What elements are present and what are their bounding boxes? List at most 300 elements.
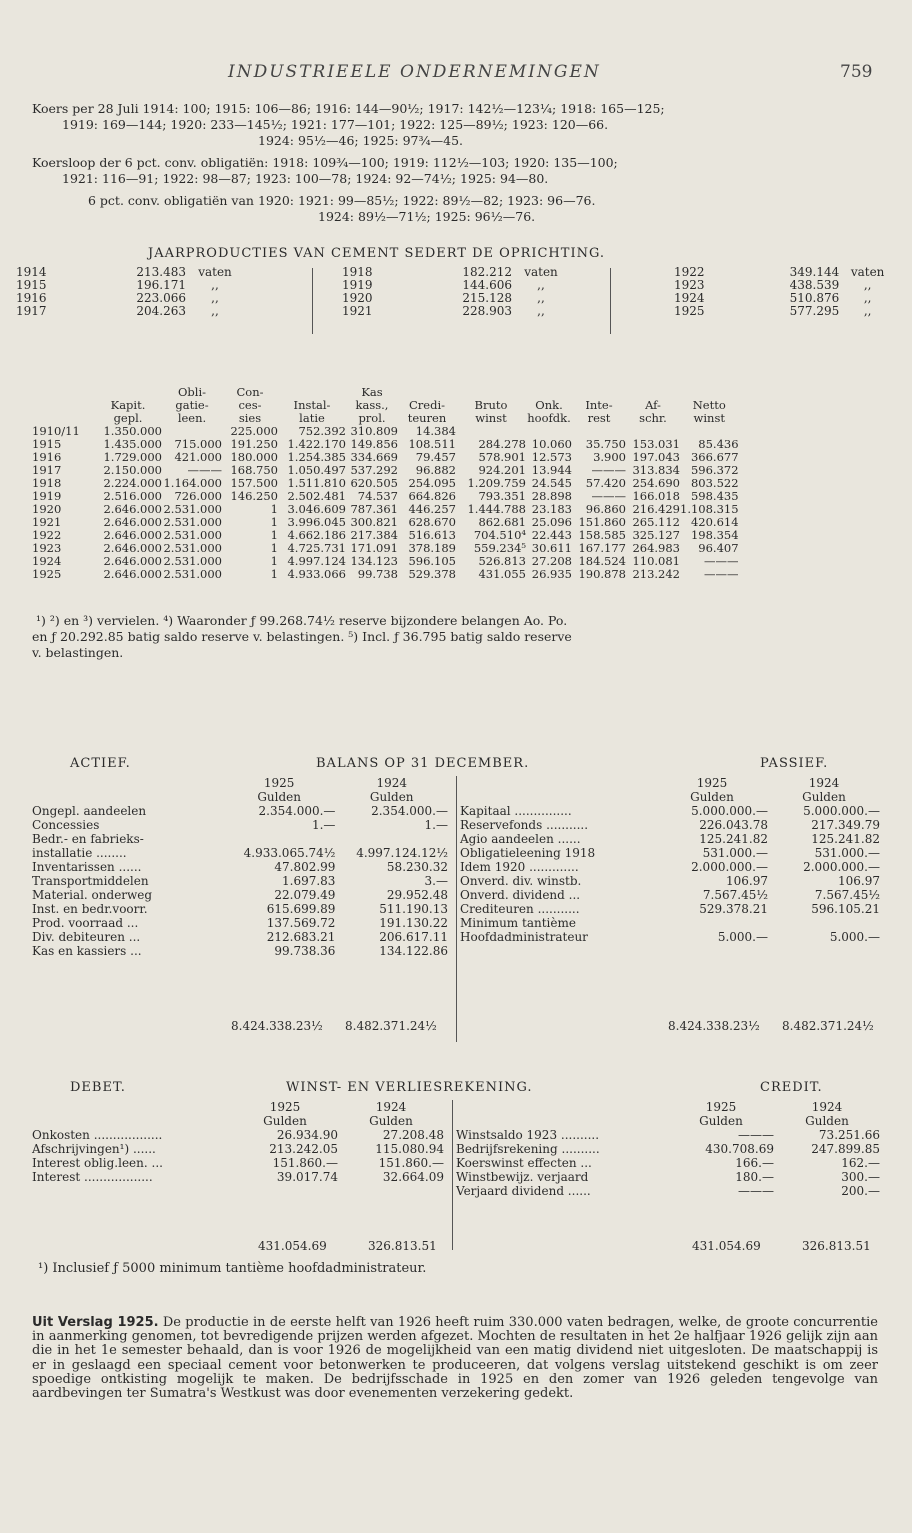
- year-cell: 1918: [32, 476, 62, 490]
- pl-row: [456, 1184, 880, 1198]
- data-cell: 2.531.000: [163, 554, 222, 568]
- data-cell: 1.350.000: [103, 424, 162, 438]
- production-value: 223.066: [136, 291, 186, 305]
- data-cell: 1.511.810: [287, 476, 346, 490]
- balance-label: Obligatieleening 1918: [460, 846, 596, 860]
- winst-credit-table: [456, 1100, 880, 1198]
- balance-value-1925: 2.000.000.—: [691, 860, 768, 874]
- page-number: 759: [840, 62, 873, 82]
- year-cell: 1917: [32, 463, 62, 477]
- balance-label: Kapitaal ...............: [460, 804, 572, 818]
- year-cell: 1924: [32, 554, 62, 568]
- balans-total-actief-1925: 8.424.338.23½: [231, 1019, 323, 1033]
- data-cell: 26.935: [531, 567, 572, 581]
- pl-value-1924: 300.—: [841, 1170, 880, 1184]
- pl-row: [32, 1170, 444, 1184]
- year-1925: 1925: [705, 1100, 737, 1114]
- production-unit: ,,: [211, 278, 219, 292]
- header-cell: gatie-: [175, 398, 209, 412]
- currency-label: Gulden: [369, 1114, 413, 1128]
- production-unit: ,,: [863, 278, 872, 292]
- data-cell: 2.531.000: [163, 502, 222, 516]
- production-year: 1916: [16, 291, 47, 305]
- header-cell: ces-: [238, 398, 262, 412]
- production-row: [342, 266, 570, 279]
- column-divider: [610, 268, 611, 334]
- data-cell: 184.524: [578, 554, 626, 568]
- data-cell: 158.585: [578, 528, 626, 542]
- balance-label: Hoofdadministrateur: [460, 930, 588, 944]
- pl-row: [456, 1128, 880, 1142]
- header-cell: Instal-: [293, 398, 331, 412]
- data-cell: 167.177: [578, 541, 626, 555]
- balance-row: [32, 902, 448, 916]
- production-unit: vaten: [198, 265, 232, 279]
- balance-row: [460, 888, 880, 902]
- data-cell: 190.878: [578, 567, 626, 581]
- balance-row: [460, 874, 880, 888]
- balans-actief-table: [32, 776, 448, 958]
- data-cell: 529.378: [408, 567, 456, 581]
- balance-value-1925: 47.802.99: [274, 860, 336, 874]
- data-cell: 1: [270, 541, 278, 555]
- table-row: [32, 568, 739, 581]
- data-cell: ———: [187, 463, 222, 477]
- pl-label: Koerswinst effecten ...: [456, 1156, 592, 1170]
- koersloop-line-2: 1921: 116—91; 1922: 98—87; 1923: 100—78; 1924: 92—74½; 1925: 94—80.: [62, 171, 549, 186]
- year-1924: 1924: [376, 776, 407, 790]
- data-cell: 3.046.609: [287, 502, 346, 516]
- header-cell: kass.,: [355, 398, 389, 412]
- data-cell: 1.108.315: [680, 502, 739, 516]
- data-cell: 325.127: [632, 528, 680, 542]
- header-cell: Af-: [645, 398, 661, 412]
- data-cell: 149.856: [350, 437, 398, 451]
- balance-row: [460, 832, 880, 846]
- production-year: 1923: [674, 278, 705, 292]
- balance-label: Minimum tantième: [460, 916, 576, 930]
- balance-label: Idem 1920 .............: [460, 860, 579, 874]
- balance-row: [32, 832, 448, 846]
- label-cell: [32, 1100, 232, 1114]
- balance-value-1924: 596.105.21: [811, 902, 880, 916]
- jaarproducties-table: [16, 266, 896, 336]
- balance-value-1925: 5.000.—: [717, 930, 768, 944]
- data-cell: 96.882: [415, 463, 456, 477]
- production-value: 144.606: [462, 278, 512, 292]
- data-cell: 715.000: [174, 437, 222, 451]
- balans-divider: [456, 776, 457, 1042]
- pl-value-1925: 26.934.90: [276, 1128, 338, 1142]
- data-cell: 366.677: [690, 450, 739, 464]
- balance-label: Kas en kassiers ...: [32, 944, 142, 958]
- header-cell: Kas: [361, 385, 383, 399]
- data-cell: 2.646.000: [103, 567, 162, 581]
- currency-header-row: [456, 1114, 880, 1128]
- passief-heading: PASSIEF.: [760, 756, 829, 771]
- data-cell: 300.821: [350, 515, 398, 529]
- data-cell: 23.183: [531, 502, 572, 516]
- header-cell: gepl.: [113, 411, 143, 425]
- data-cell: 22.443: [531, 528, 572, 542]
- balance-label: installatie ........: [32, 846, 127, 860]
- data-cell: 313.834: [632, 463, 680, 477]
- data-cell: 1.435.000: [103, 437, 162, 451]
- production-row: [342, 305, 570, 318]
- production-year: 1919: [342, 278, 373, 292]
- data-cell: 2.531.000: [163, 567, 222, 581]
- balance-row: [32, 804, 448, 818]
- data-cell: 225.000: [230, 424, 278, 438]
- balance-value-1925: [656, 916, 768, 930]
- pl-label: Bedrijfsrekening ..........: [456, 1142, 600, 1156]
- running-header: INDUSTRIEELE ONDERNEMINGEN: [228, 62, 601, 82]
- data-cell: 1.254.385: [287, 450, 346, 464]
- production-value: 215.128: [462, 291, 512, 305]
- data-cell: 1.209.759: [467, 476, 526, 490]
- data-cell: 10.060: [531, 437, 572, 451]
- production-value: 577.295: [789, 304, 840, 318]
- balance-value-1925: 531.000.—: [702, 846, 768, 860]
- label-cell: [32, 776, 223, 790]
- pl-value-1924: 115.080.94: [375, 1142, 444, 1156]
- production-year: 1917: [16, 304, 47, 318]
- balance-value-1924: 125.241.82: [811, 832, 880, 846]
- data-cell: 2.531.000: [163, 541, 222, 555]
- production-value: 438.539: [789, 278, 840, 292]
- balance-value-1924: 206.617.11: [379, 930, 448, 944]
- year-1924: 1924: [811, 1100, 843, 1114]
- data-cell: 96.407: [698, 541, 739, 555]
- data-cell: 74.537: [357, 489, 398, 503]
- data-cell: 2.150.000: [103, 463, 162, 477]
- data-cell: 4.997.124: [287, 554, 346, 568]
- balance-value-1924: 191.130.22: [379, 916, 448, 930]
- winst-debet-table: [32, 1100, 444, 1184]
- balance-value-1924: 5.000.000.—: [803, 804, 880, 818]
- data-cell: 3.900: [593, 450, 626, 464]
- data-cell: 2.224.000: [103, 476, 162, 490]
- currency-label: Gulden: [805, 1114, 849, 1128]
- production-value: 349.144: [789, 265, 840, 279]
- jaarproducties-title: JAARPRODUCTIES VAN CEMENT SEDERT DE OPRICHTING.: [148, 246, 606, 261]
- production-year: 1924: [674, 291, 705, 305]
- balance-value-1924: 1.—: [424, 818, 448, 832]
- winst-total-credit-1924: 326.813.51: [802, 1239, 871, 1253]
- koers-line-2: 1919: 169—144; 1920: 233—145½; 1921: 177—101; 1922: 125—89½; 1923: 120—66.: [62, 117, 609, 132]
- data-cell: 157.500: [230, 476, 278, 490]
- data-cell: 96.860: [585, 502, 626, 516]
- year-header-row: [456, 1100, 880, 1114]
- actief-heading: ACTIEF.: [70, 756, 131, 771]
- year-cell: 1919: [32, 489, 62, 503]
- data-cell: 217.384: [350, 528, 398, 542]
- balance-value-1924: 217.349.79: [811, 818, 880, 832]
- data-cell: 862.681: [478, 515, 526, 529]
- balance-label: Prod. voorraad ...: [32, 916, 139, 930]
- data-cell: 620.505: [350, 476, 398, 490]
- production-row: [16, 279, 244, 292]
- balance-label: Reservefonds ...........: [460, 818, 589, 832]
- winst-divider: [452, 1100, 453, 1250]
- balance-row: [32, 916, 448, 930]
- year-header-row: [460, 776, 880, 790]
- data-cell: ———: [704, 554, 739, 568]
- data-cell: 2.646.000: [103, 541, 162, 555]
- header-cell: teuren: [407, 411, 447, 425]
- header-cell: prol.: [358, 411, 386, 425]
- balance-label: Inst. en bedr.voorr.: [32, 902, 148, 916]
- data-cell: 1: [270, 515, 278, 529]
- balance-row: [460, 846, 880, 860]
- year-cell: 1923: [32, 541, 62, 555]
- data-cell: 704.510⁴: [473, 528, 526, 542]
- currency-label: Gulden: [690, 790, 734, 804]
- data-cell: 2.646.000: [103, 515, 162, 529]
- balance-label: Onverd. div. winstb.: [460, 874, 582, 888]
- conv-obligatien-line-1: 6 pct. conv. obligatiën van 1920: 1921: 99—85½; 1922: 89½—82; 1923: 96—76.: [88, 193, 596, 208]
- balance-label: Material. onderweg: [32, 888, 153, 902]
- balance-label: Inventarissen ......: [32, 860, 142, 874]
- header-cell: sies: [238, 411, 262, 425]
- data-cell: 4.662.186: [287, 528, 346, 542]
- data-cell: 787.361: [350, 502, 398, 516]
- production-unit: vaten: [850, 265, 885, 279]
- pl-value-1924: 162.—: [841, 1156, 880, 1170]
- data-cell: 752.392: [298, 424, 346, 438]
- production-value: 510.876: [789, 291, 840, 305]
- year-header-row: [32, 776, 448, 790]
- production-unit: ,,: [211, 291, 219, 305]
- data-cell: 516.613: [408, 528, 456, 542]
- balance-row: [460, 860, 880, 874]
- data-cell: 334.669: [350, 450, 398, 464]
- data-cell: 4.933.066: [287, 567, 346, 581]
- production-unit: ,,: [863, 291, 872, 305]
- pl-value-1925: 213.242.05: [269, 1142, 338, 1156]
- data-cell: 28.898: [531, 489, 572, 503]
- balance-value-1924: 7.567.45½: [814, 888, 880, 902]
- production-row: [674, 305, 896, 318]
- year-1924: 1924: [808, 776, 840, 790]
- data-cell: 2.646.000: [103, 502, 162, 516]
- column-divider: [312, 268, 313, 334]
- pl-row: [32, 1142, 444, 1156]
- balance-value-1924: 2.354.000.—: [371, 804, 448, 818]
- label-cell: [456, 1114, 668, 1128]
- currency-header-row: [460, 790, 880, 804]
- financial-history-table: [32, 386, 739, 581]
- data-cell: 2.646.000: [103, 528, 162, 542]
- production-year: 1920: [342, 291, 373, 305]
- balance-row: [460, 902, 880, 916]
- balance-value-1924: 2.000.000.—: [803, 860, 880, 874]
- data-cell: 526.813: [478, 554, 526, 568]
- year-cell: 1910/11: [32, 424, 80, 438]
- data-cell: 110.081: [632, 554, 680, 568]
- header-cell: winst: [475, 411, 507, 425]
- label-cell: [456, 1100, 668, 1114]
- balance-row: [460, 930, 880, 944]
- verslag-paragraph: [32, 1316, 878, 1401]
- table-footnote-1: ¹) ²) en ³) vervielen. ⁴) Waaronder ƒ 99.268.74½ reserve bijzondere belangen Ao. Po.: [36, 613, 568, 628]
- pl-label: Interest oblig.leen. ...: [32, 1156, 163, 1170]
- data-cell: 1.050.497: [287, 463, 346, 477]
- year-cell: 1922: [32, 528, 62, 542]
- currency-header-row: [32, 1114, 444, 1128]
- pl-value-1924: 151.860.—: [378, 1156, 444, 1170]
- pl-value-1925: ———: [738, 1128, 774, 1142]
- data-cell: 1.422.170: [287, 437, 346, 451]
- balance-value-1924: 3.—: [424, 874, 448, 888]
- production-row: [16, 266, 244, 279]
- data-cell: 264.983: [632, 541, 680, 555]
- koers-line-1: Koers per 28 Juli 1914: 100; 1915: 106—86; 1916: 144—90½; 1917: 142½—123¼; 1918: 165—125;: [32, 101, 665, 116]
- production-value: 204.263: [136, 304, 186, 318]
- balance-value-1925: 106.97: [726, 874, 768, 888]
- balance-value-1924: [768, 916, 880, 930]
- year-cell: 1921: [32, 515, 62, 529]
- balance-value-1924: 29.952.48: [386, 888, 448, 902]
- year-1925: 1925: [269, 1100, 301, 1114]
- balance-label: Div. debiteuren ...: [32, 930, 141, 944]
- production-row: [16, 305, 244, 318]
- header-cell: Obli-: [177, 385, 207, 399]
- verslag-lead: Uit Verslag 1925.: [32, 1315, 159, 1330]
- header-cell: Bruto: [474, 398, 508, 412]
- currency-header-row: [32, 790, 448, 804]
- data-cell: ———: [591, 489, 626, 503]
- data-cell: 803.522: [690, 476, 739, 490]
- pl-label: Interest ..................: [32, 1170, 153, 1184]
- data-cell: 537.292: [350, 463, 398, 477]
- jaarproducties-col-3: [674, 266, 896, 318]
- data-cell: 213.242: [632, 567, 680, 581]
- production-year: 1925: [674, 304, 705, 318]
- production-unit: ,,: [537, 291, 545, 305]
- balance-row: [32, 846, 448, 860]
- data-cell: 664.826: [408, 489, 456, 503]
- header-cell: Kapit.: [110, 398, 146, 412]
- data-cell: 146.250: [230, 489, 278, 503]
- pl-row: [456, 1142, 880, 1156]
- jaarproducties-col-2: [342, 266, 570, 318]
- header-cell: Con-: [236, 385, 264, 399]
- data-cell: 924.201: [478, 463, 526, 477]
- data-cell: 431.055: [478, 567, 526, 581]
- data-cell: 12.573: [531, 450, 572, 464]
- pl-value-1925: 430.708.69: [705, 1142, 774, 1156]
- data-cell: 24.545: [531, 476, 572, 490]
- data-cell: 726.000: [174, 489, 222, 503]
- data-cell: 2.531.000: [163, 528, 222, 542]
- balance-label: Concessies: [32, 818, 100, 832]
- data-cell: 2.502.481: [287, 489, 346, 503]
- data-cell: 191.250: [230, 437, 278, 451]
- data-cell: 1.444.788: [467, 502, 526, 516]
- header-cell: [32, 386, 94, 399]
- data-cell: 1: [270, 554, 278, 568]
- currency-label: Gulden: [257, 790, 301, 804]
- balance-value-1924: 4.997.124.12½: [356, 846, 448, 860]
- production-unit: ,,: [537, 278, 545, 292]
- production-row: [674, 266, 896, 279]
- table-footnote-2: en ƒ 20.292.85 batig saldo reserve v. belastingen. ⁵) Incl. ƒ 36.795 batig saldo reserve: [32, 629, 572, 644]
- data-cell: 171.091: [350, 541, 398, 555]
- pl-label: Winstsaldo 1923 ..........: [456, 1128, 600, 1142]
- koersloop-line-1: Koersloop der 6 pct. conv. obligatiën: 1918: 109¾—100; 1919: 112½—103; 1920: 135—100;: [32, 155, 618, 170]
- conv-obligatien-line-2: 1924: 89½—71½; 1925: 96½—76.: [318, 209, 536, 224]
- pl-row: [456, 1156, 880, 1170]
- balance-value-1925: 1.—: [311, 818, 336, 832]
- header-cell: hoofdk.: [527, 411, 571, 425]
- balance-label: Crediteuren ...........: [460, 902, 580, 916]
- winst-total-credit-1925: 431.054.69: [692, 1239, 761, 1253]
- jaarproducties-col-1: [16, 266, 244, 318]
- pl-value-1925: ———: [738, 1184, 774, 1198]
- production-year: 1921: [342, 304, 373, 318]
- data-cell: 3.996.045: [287, 515, 346, 529]
- data-cell: 559.234⁵: [473, 541, 526, 555]
- production-value: 196.171: [136, 278, 186, 292]
- pl-value-1925: 166.—: [735, 1156, 774, 1170]
- balans-total-passief-1925: 8.424.338.23½: [668, 1019, 760, 1033]
- data-cell: 108.511: [408, 437, 456, 451]
- production-unit: ,,: [211, 304, 219, 318]
- pl-value-1924: 27.208.48: [382, 1128, 444, 1142]
- balance-value-1925: 226.043.78: [699, 818, 768, 832]
- balance-value-1924: 58.230.32: [386, 860, 448, 874]
- data-cell: 284.278: [478, 437, 526, 451]
- data-cell: 421.000: [174, 450, 222, 464]
- year-1924: 1924: [375, 1100, 407, 1114]
- balans-total-passief-1924: 8.482.371.24½: [782, 1019, 874, 1033]
- data-cell: ———: [591, 463, 626, 477]
- year-1925: 1925: [263, 776, 295, 790]
- balance-label: Ongepl. aandeelen: [32, 804, 147, 818]
- header-cell: winst: [693, 411, 725, 425]
- production-row: [342, 292, 570, 305]
- data-cell: 30.611: [531, 541, 572, 555]
- data-cell: 151.860: [578, 515, 626, 529]
- data-cell: 85.436: [698, 437, 739, 451]
- balance-row: [32, 888, 448, 902]
- header-cell: [32, 399, 94, 412]
- balance-value-1924: 5.000.—: [829, 930, 880, 944]
- production-year: 1922: [674, 265, 705, 279]
- data-cell: 153.031: [632, 437, 680, 451]
- balans-total-actief-1924: 8.482.371.24½: [345, 1019, 437, 1033]
- winst-title: WINST- EN VERLIESREKENING.: [286, 1080, 533, 1095]
- balance-value-1924: 134.122.86: [379, 944, 448, 958]
- balance-value-1925: 2.354.000.—: [258, 804, 336, 818]
- data-cell: 254.690: [632, 476, 680, 490]
- balance-label: Agio aandeelen ......: [460, 832, 581, 846]
- data-cell: 265.112: [632, 515, 680, 529]
- data-cell: 446.257: [408, 502, 456, 516]
- balance-value-1925: 22.079.49: [274, 888, 336, 902]
- year-cell: 1915: [32, 437, 62, 451]
- pl-label: Winstbewijz. verjaard: [456, 1170, 589, 1184]
- balance-value-1925: 1.697.83: [282, 874, 336, 888]
- balans-title: BALANS OP 31 DECEMBER.: [316, 756, 530, 771]
- data-cell: 2.531.000: [163, 515, 222, 529]
- year-cell: 1920: [32, 502, 62, 516]
- header-cell: Inte-: [585, 398, 613, 412]
- balance-value-1925: 125.241.82: [699, 832, 768, 846]
- balance-row: [32, 930, 448, 944]
- balance-label: Onverd. dividend ...: [460, 888, 581, 902]
